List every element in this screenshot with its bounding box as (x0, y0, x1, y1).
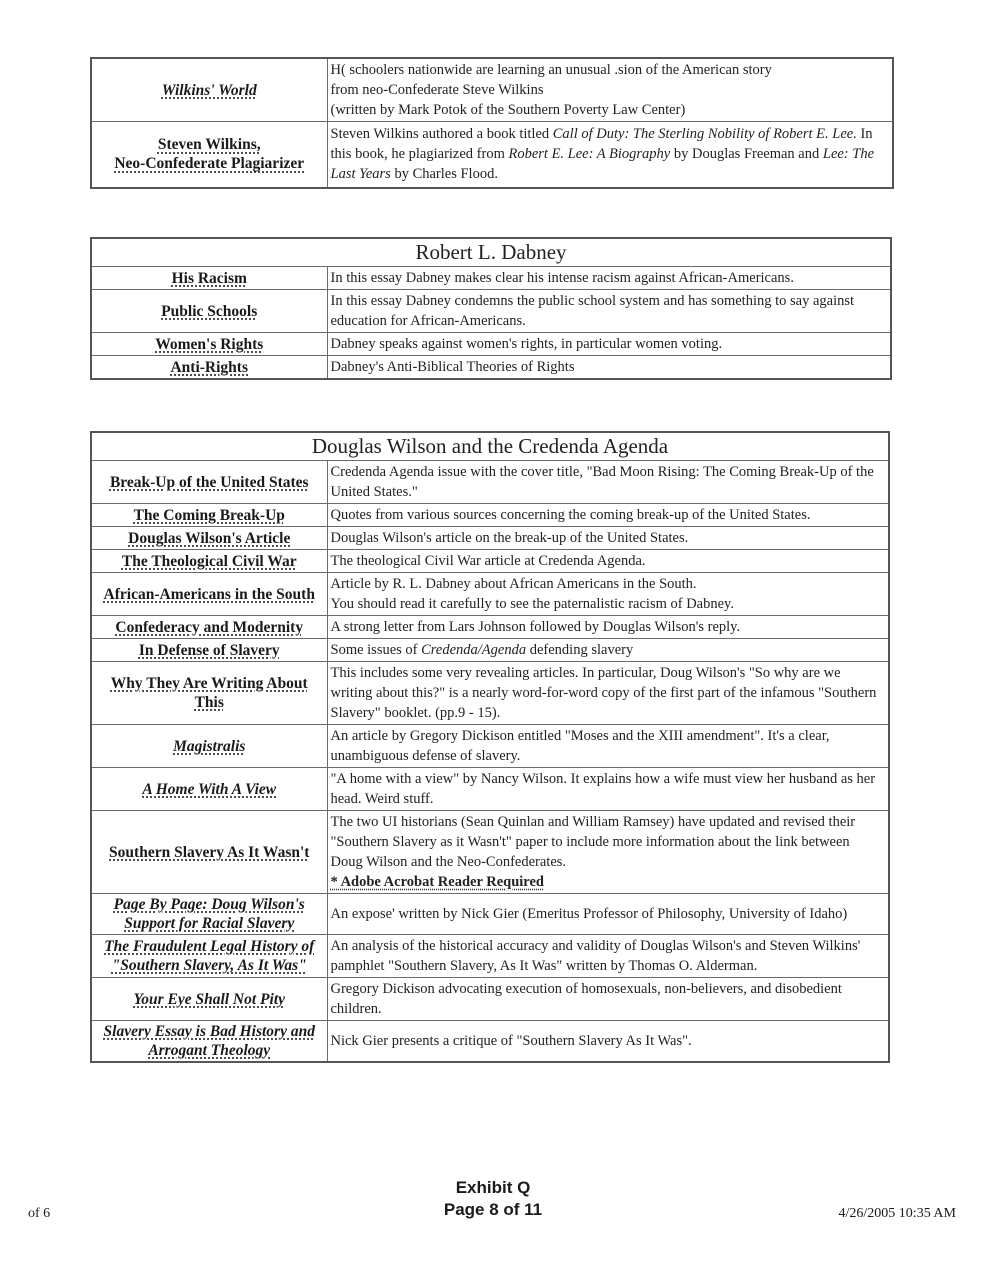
anti-rights-link[interactable]: Anti-Rights (91, 356, 327, 380)
defense-of-slavery-link[interactable]: In Defense of Slavery (91, 639, 327, 662)
row-description: An analysis of the historical accuracy and validity of Douglas Wilson's and Steven Wilkins' pamphlet "Southern Slavery, As It Was" written by Thomas O. Alderman. (327, 935, 889, 978)
table-row (91, 550, 889, 573)
row-description: Gregory Dickison advocating execution of homosexuals, non-believers, and disobedient children. (327, 978, 889, 1021)
row-description: Dabney speaks against women's rights, in particular women voting. (327, 333, 891, 356)
wilson-section-title: Douglas Wilson and the Credenda Agenda (91, 432, 889, 461)
table-row (91, 461, 889, 504)
dabney-section-title: Robert L. Dabney (91, 238, 891, 267)
row-description: In this essay Dabney condemns the public school system and has something to say against education for African-Americans. (327, 290, 891, 333)
slavery-essay-link[interactable]: Slavery Essay is Bad History and Arrogant Theology (91, 1021, 327, 1063)
wilkins-table (90, 57, 894, 189)
wilson-table (90, 431, 890, 1063)
table-row (91, 935, 889, 978)
row-description: H( schoolers nationwide are learning an unusual .sion of the American story from neo-Confederate Steve Wilkins (written by Mark Potok of the Southern Poverty Law Center) (327, 58, 893, 122)
section-header-row (91, 238, 891, 267)
adobe-reader-link[interactable]: * Adobe Acrobat Reader Required (330, 874, 544, 890)
steven-wilkins-plagiarizer-link[interactable]: Steven Wilkins, Neo-Confederate Plagiarizer (91, 122, 327, 188)
print-timestamp: 4/26/2005 10:35 AM (838, 1206, 956, 1221)
table-row (91, 504, 889, 527)
table-row (91, 725, 889, 768)
coming-break-up-link[interactable]: The Coming Break-Up (91, 504, 327, 527)
row-description: An article by Gregory Dickison entitled "Moses and the XIII amendment". It's a clear, unambiguous defense of slavery. (327, 725, 889, 768)
row-description: "A home with a view" by Nancy Wilson. It explains how a wife must view her husband as her head. Weird stuff. (327, 768, 889, 811)
page-by-page-link[interactable]: Page By Page: Doug Wilson's Support for Racial Slavery (91, 894, 327, 935)
table-row (91, 662, 889, 725)
confederacy-modernity-link[interactable]: Confederacy and Modernity (91, 616, 327, 639)
table-row (91, 122, 893, 188)
your-eye-link[interactable]: Your Eye Shall Not Pity (91, 978, 327, 1021)
his-racism-link[interactable]: His Racism (91, 267, 327, 290)
table-row (91, 267, 891, 290)
table-row (91, 356, 891, 380)
row-description: Quotes from various sources concerning the coming break-up of the United States. (327, 504, 889, 527)
table-row (91, 333, 891, 356)
section-header-row (91, 432, 889, 461)
southern-slavery-wasnt-link[interactable]: Southern Slavery As It Wasn't (91, 811, 327, 894)
row-description: In this essay Dabney makes clear his intense racism against African-Americans. (327, 267, 891, 290)
wilkins-world-link[interactable]: Wilkins' World (91, 58, 327, 122)
table-row (91, 58, 893, 122)
row-description: Douglas Wilson's article on the break-up of the United States. (327, 527, 889, 550)
magistralis-link[interactable]: Magistralis (91, 725, 327, 768)
break-up-link[interactable]: Break-Up of the United States (91, 461, 327, 504)
table-row (91, 290, 891, 333)
table-row (91, 978, 889, 1021)
row-description: Some issues of Credenda/Agenda defending slavery (327, 639, 889, 662)
exhibit-label: Exhibit Q (455, 1178, 531, 1197)
row-description: The theological Civil War article at Credenda Agenda. (327, 550, 889, 573)
wilson-article-link[interactable]: Douglas Wilson's Article (91, 527, 327, 550)
dabney-table (90, 237, 892, 380)
row-description: The two UI historians (Sean Quinlan and William Ramsey) have updated and revised their "Southern Slavery as it Wasn't" paper to include more information about the link between Doug Wilson and the Neo-Confederates. * Adobe Acrobat Reader Required (327, 811, 889, 894)
row-description: This includes some very revealing articles. In particular, Doug Wilson's "So why are we writing about this?" is a nearly word-for-word copy of the first part of the infamous "Southern Slavery" booklet. (pp.9 - 15). (327, 662, 889, 725)
fraudulent-legal-history-link[interactable]: The Fraudulent Legal History of "Southern Slavery, As It Was" (91, 935, 327, 978)
page-count: of 6 (28, 1206, 51, 1221)
african-americans-south-link[interactable]: African-Americans in the South (91, 573, 327, 616)
table-row (91, 894, 889, 935)
public-schools-link[interactable]: Public Schools (91, 290, 327, 333)
page-number: Page 8 of 11 (443, 1200, 543, 1219)
table-row (91, 1021, 889, 1063)
row-description: Dabney's Anti-Biblical Theories of Rights (327, 356, 891, 380)
row-description: Credenda Agenda issue with the cover title, "Bad Moon Rising: The Coming Break-Up of the United States." (327, 461, 889, 504)
row-description: Steven Wilkins authored a book titled Call of Duty: The Sterling Nobility of Robert E. Lee. In this book, he plagiarized from Robert E. Lee: A Biography by Douglas Freeman and Lee: The Last Years by Charles Flood. (327, 122, 893, 188)
row-description: A strong letter from Lars Johnson followed by Douglas Wilson's reply. (327, 616, 889, 639)
table-row (91, 527, 889, 550)
table-row (91, 573, 889, 616)
home-with-view-link[interactable]: A Home With A View (91, 768, 327, 811)
table-row (91, 639, 889, 662)
row-description: An expose' written by Nick Gier (Emeritus Professor of Philosophy, University of Idaho) (327, 894, 889, 935)
table-row (91, 768, 889, 811)
row-description: Article by R. L. Dabney about African Americans in the South. You should read it carefully to see the paternalistic racism of Dabney. (327, 573, 889, 616)
row-description: Nick Gier presents a critique of "Southern Slavery As It Was". (327, 1021, 889, 1063)
table-row (91, 811, 889, 894)
why-writing-link[interactable]: Why They Are Writing About This (91, 662, 327, 725)
womens-rights-link[interactable]: Women's Rights (91, 333, 327, 356)
theological-civil-war-link[interactable]: The Theological Civil War (91, 550, 327, 573)
table-row (91, 616, 889, 639)
